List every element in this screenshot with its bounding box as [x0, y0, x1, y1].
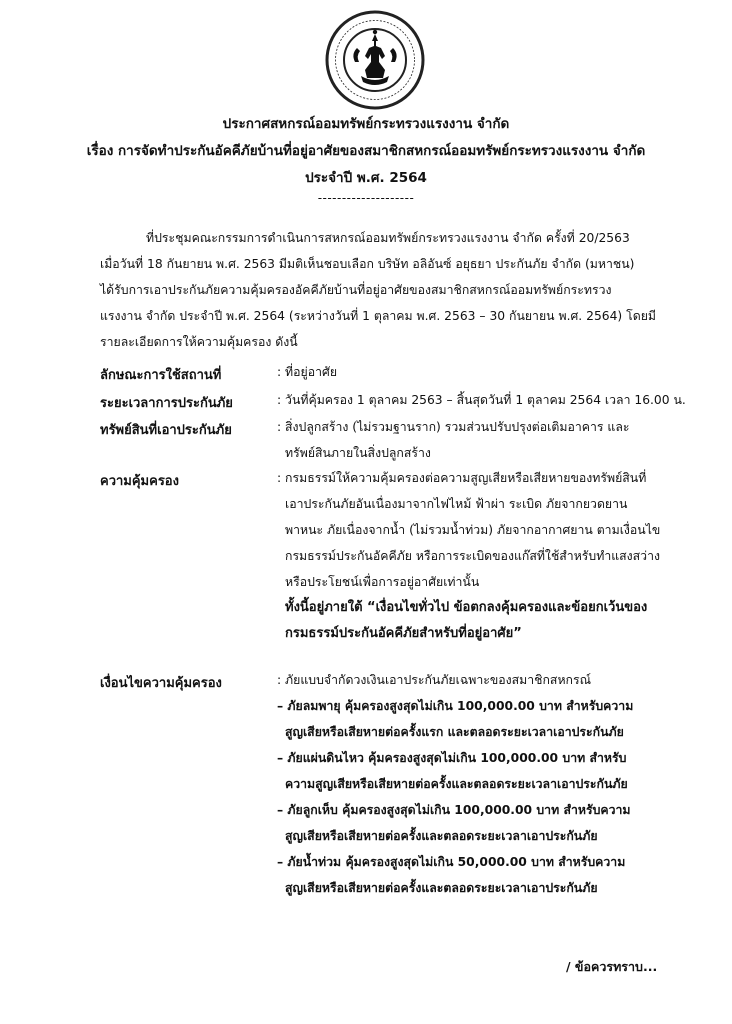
conditions-value: [277, 667, 633, 901]
announcement-title: ประกาศสหกรณ์ออมทรัพย์กระทรวงแรงงาน จำกัด: [222, 116, 510, 132]
conditions-label: เงื่อนไขความคุ้มครอง: [100, 676, 222, 691]
condition-item-line: – ภัยลมพายุ คุ้มครองสูงสุดไม่เกิน 100,000.00 บาท สำหรับความ: [277, 699, 634, 713]
property-label: ทรัพย์สินที่เอาประกันภัย: [100, 423, 232, 438]
usage-label: ลักษณะการใช้สถานที่: [100, 368, 222, 383]
title-divider: --------------------: [317, 191, 415, 205]
coverage-bold-line: ทั้งนี้อยู่ภายใต้ “เงื่อนไขทั่วไป ข้อตกลงคุ้มครองและข้อยกเว้นของ: [285, 600, 648, 615]
coverage-label: ความคุ้มครอง: [100, 474, 179, 489]
condition-item-line: – ภัยแผ่นดินไหว คุ้มครองสูงสุดไม่เกิน 100,000.00 บาท สำหรับ: [277, 751, 627, 765]
conditions-intro: : ภัยแบบจำกัดวงเงินเอาประกันภัยเฉพาะของสมาชิกสหกรณ์: [277, 673, 592, 687]
intro-line: แรงงาน จำกัด ประจำปี พ.ศ. 2564 (ระหว่างวันที่ 1 ตุลาคม พ.ศ. 2563 – 30 กันยายน พ.ศ. 2564) โดยมี: [100, 309, 657, 323]
coverage-line: หรือประโยชน์เพื่อการอยู่อาศัยเท่านั้น: [285, 575, 480, 589]
coverage-line: กรมธรรม์ประกันอัคคีภัย หรือการระเบิดของแก๊สที่ใช้สำหรับทำแสงสว่าง: [285, 549, 660, 563]
condition-item-line: สูญเสียหรือเสียหายต่อครั้งแรก และตลอดระยะเวลาเอาประกันภัย: [285, 725, 624, 739]
announcement-subject: เรื่อง การจัดทำประกันอัคคีภัยบ้านที่อยู่อาศัยของสมาชิกสหกรณ์ออมทรัพย์กระทรวงแรงงาน จำกัด: [86, 143, 646, 159]
condition-item-line: สูญเสียหรือเสียหายต่อครั้งและตลอดระยะเวลาเอาประกันภัย: [285, 829, 598, 843]
intro-paragraph: [100, 225, 700, 355]
property-line: : สิ่งปลูกสร้าง (ไม่รวมฐานราก) รวมส่วนปรับปรุงต่อเติมอาคาร และ: [277, 420, 630, 434]
condition-item-line: สูญเสียหรือเสียหายต่อครั้งและตลอดระยะเวลาเอาประกันภัย: [285, 881, 598, 895]
intro-line: ที่ประชุมคณะกรรมการดำเนินการสหกรณ์ออมทรัพย์กระทรวงแรงงาน จำกัด ครั้งที่ 20/2563: [146, 231, 630, 245]
announcement-year: ประจำปี พ.ศ. 2564: [305, 170, 427, 186]
condition-item-line: – ภัยน้ำท่วม คุ้มครองสูงสุดไม่เกิน 50,000.00 บาท สำหรับความ: [277, 855, 626, 869]
intro-line: เมื่อวันที่ 18 กันยายน พ.ศ. 2563 มีมติเห็นชอบเลือก บริษัท อลิอันซ์ อยุธยา ประกันภัย จำกัด (มหาชน): [100, 257, 635, 271]
coverage-line: : กรมธรรม์ให้ความคุ้มครองต่อความสูญเสียหรือเสียหายของทรัพย์สินที่: [277, 471, 647, 485]
property-value: [277, 414, 629, 466]
usage-value-text: : ที่อยู่อาศัย: [277, 365, 338, 379]
condition-item-line: – ภัยลูกเห็บ คุ้มครองสูงสุดไม่เกิน 100,000.00 บาท สำหรับความ: [277, 803, 631, 817]
cooperative-seal-logo: [325, 10, 425, 110]
coverage-line: พาหนะ ภัยเนื่องจากน้ำ (ไม่รวมน้ำท่วม) ภัยจากอากาศยาน ตามเงื่อนไข: [285, 523, 661, 537]
period-value: [277, 387, 686, 413]
intro-line: ได้รับการเอาประกันภัยความคุ้มครองอัคคีภัยบ้านที่อยู่อาศัยของสมาชิกสหกรณ์ออมทรัพย์กระทรวง: [100, 283, 612, 297]
condition-item-line: ความสูญเสียหรือเสียหายต่อครั้งและตลอดระยะเวลาเอาประกันภัย: [285, 777, 628, 791]
coverage-bold-line: กรมธรรม์ประกันอัคคีภัยสำหรับที่อยู่อาศัย”: [285, 626, 522, 641]
period-label: ระยะเวลาการประกันภัย: [100, 396, 233, 411]
intro-line: รายละเอียดการให้ความคุ้มครอง ดังนี้: [100, 335, 298, 349]
coverage-value: [277, 465, 660, 647]
usage-value: [277, 359, 337, 385]
period-value-text: : วันที่คุ้มครอง 1 ตุลาคม 2563 – สิ้นสุดวันที่ 1 ตุลาคม 2564 เวลา 16.00 น.: [277, 393, 686, 407]
coverage-line: เอาประกันภัยอันเนื่องมาจากไฟไหม้ ฟ้าผ่า ระเบิด ภัยจากยวดยาน: [285, 497, 628, 511]
continued-note: / ข้อควรทราบ...: [566, 959, 658, 974]
property-line: ทรัพย์สินภายในสิ่งปลูกสร้าง: [285, 446, 431, 460]
